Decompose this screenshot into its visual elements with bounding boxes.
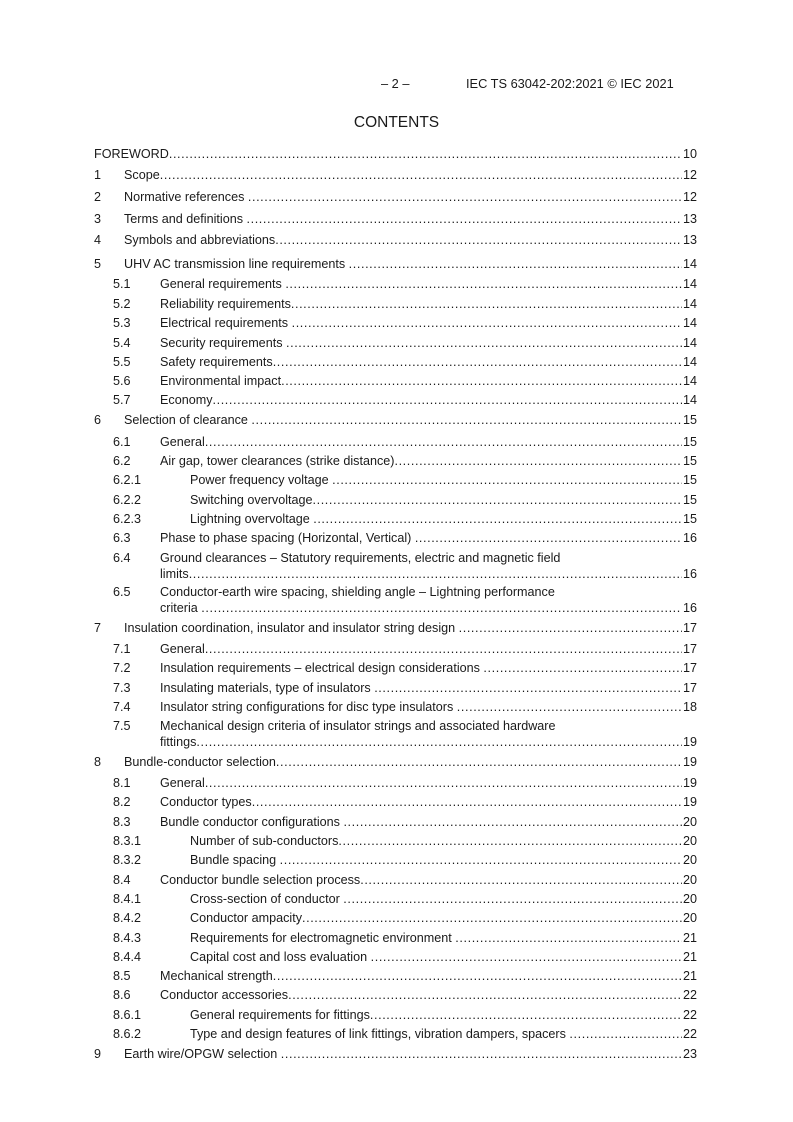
toc-entry-page: 13 (682, 233, 697, 247)
toc-entry[interactable] (94, 987, 697, 1003)
dot-leader (371, 949, 682, 965)
dot-leader (273, 354, 682, 370)
toc-entry-number: 1 (94, 168, 102, 182)
toc-entry-line (160, 354, 697, 370)
dot-leader (205, 434, 682, 450)
toc-entry-title: Phase to phase spacing (Horizontal, Vertical) (160, 531, 415, 545)
toc-entry-title: Type and design features of link fittings, vibration dampers, spacers (190, 1027, 570, 1041)
toc-entry[interactable] (94, 718, 697, 750)
toc-entry-page: 15 (682, 512, 697, 526)
toc-entry-page: 17 (682, 681, 697, 695)
toc-entry-number: 8.6.1 (113, 1008, 142, 1022)
toc-entry-line (124, 167, 697, 183)
toc-entry[interactable] (94, 949, 697, 965)
toc-entry[interactable] (94, 968, 697, 984)
dot-leader (248, 189, 682, 205)
toc-entry-line (160, 296, 697, 312)
toc-entry[interactable] (94, 620, 697, 636)
toc-entry-number: 6.1 (113, 435, 131, 449)
toc-entry-page: 21 (682, 931, 697, 945)
toc-entry-line (124, 754, 697, 770)
toc-entry-title: Insulation coordination, insulator and insulator string design (124, 621, 459, 635)
toc-entry[interactable] (94, 492, 697, 508)
toc-entry-page: 17 (682, 642, 697, 656)
dot-leader (292, 315, 682, 331)
toc-entry-title: General (160, 776, 205, 790)
dot-leader (189, 566, 682, 582)
dot-leader (313, 492, 682, 508)
toc-entry-number: 5.6 (113, 374, 131, 388)
toc-entry-line (190, 891, 697, 907)
toc-entry-number: 6.5 (113, 585, 131, 599)
toc-entry[interactable] (94, 775, 697, 791)
toc-entry[interactable] (94, 530, 697, 546)
toc-entry-number: 8 (94, 755, 102, 769)
dot-leader (252, 794, 682, 810)
toc-entry-line (160, 814, 697, 830)
toc-entry-page: 17 (682, 661, 697, 675)
toc-entry[interactable] (94, 335, 697, 351)
dot-leader (205, 641, 682, 657)
dot-leader (280, 852, 682, 868)
toc-entry[interactable] (94, 256, 697, 272)
dot-leader (455, 930, 682, 946)
toc-entry-page: 12 (682, 190, 697, 204)
toc-entry-title: Bundle conductor configurations (160, 815, 344, 829)
toc-entry-line (160, 453, 697, 469)
dot-leader (394, 453, 682, 469)
dot-leader (273, 968, 682, 984)
toc-entry-line (160, 641, 697, 657)
dot-leader (569, 1026, 682, 1042)
toc-entry-number: 9 (94, 1047, 102, 1061)
toc-entry-page: 22 (682, 1008, 697, 1022)
toc-entry[interactable] (94, 276, 697, 292)
dot-leader (281, 1046, 682, 1062)
toc-entry-number: 6.3 (113, 531, 131, 545)
toc-entry-title: General requirements for fittings (190, 1008, 370, 1022)
toc-entry-title: Air gap, tower clearances (strike distance) (160, 454, 395, 468)
toc-entry-title: Switching overvoltage (190, 493, 313, 507)
toc-entry-title: Ground clearances – Statutory requirements, electric and magnetic field (160, 551, 561, 565)
toc-entry[interactable] (94, 930, 697, 946)
toc-entry-page: 19 (682, 795, 697, 809)
toc-entry[interactable] (94, 1026, 697, 1042)
dot-leader (343, 891, 682, 907)
dot-leader (196, 734, 682, 750)
toc-entry-number: 8.3 (113, 815, 131, 829)
toc-entry-title: Power frequency voltage (190, 473, 333, 487)
toc-entry-number: 6.2.3 (113, 512, 142, 526)
dot-leader (201, 600, 682, 616)
toc-entry-line (160, 335, 697, 351)
toc-entry-number: 8.6.2 (113, 1027, 142, 1041)
toc-entry-title: Security requirements (160, 336, 286, 350)
standard-reference: IEC TS 63042-202:2021 © IEC 2021 (466, 76, 674, 91)
toc-entry-title: General requirements (160, 277, 286, 291)
toc-entry-title: Reliability requirements (160, 297, 291, 311)
dot-leader (415, 530, 682, 546)
toc-entry-line (124, 256, 697, 272)
toc-entry-title: General (160, 435, 205, 449)
toc-entry-line (160, 734, 697, 750)
toc-entry[interactable] (94, 167, 697, 183)
toc-entry-number: 6.2.2 (113, 493, 142, 507)
dot-leader (302, 910, 682, 926)
toc-entry-line (190, 930, 697, 946)
toc-entry-page: 20 (682, 815, 697, 829)
toc-entry-title: Mechanical design criteria of insulator strings and associated hardware (160, 719, 556, 733)
toc-entry[interactable] (94, 453, 697, 469)
toc-entry[interactable] (94, 315, 697, 331)
toc-entry-page: 23 (682, 1047, 697, 1061)
dot-leader (285, 276, 682, 292)
toc-entry-title: Cross-section of conductor (190, 892, 344, 906)
toc-entry-title: Scope (124, 168, 160, 182)
toc-entry-line (190, 833, 697, 849)
toc-entry-title: Terms and definitions (124, 212, 247, 226)
toc-entry[interactable] (94, 550, 697, 582)
toc-entry-title: Insulator string configurations for disc type insulators (160, 700, 457, 714)
toc-entry-number: 8.5 (113, 969, 131, 983)
toc-entry-number: 6.2.1 (113, 473, 142, 487)
toc-entry-title: Safety requirements (160, 355, 273, 369)
dot-leader (457, 699, 682, 715)
toc-entry-number: 6 (94, 413, 102, 427)
toc-entry-page: 22 (682, 988, 697, 1002)
toc-entry-number: 5.5 (113, 355, 131, 369)
toc-entry-title: Conductor types (160, 795, 252, 809)
dot-leader (374, 680, 682, 696)
toc-entry-page: 15 (682, 435, 697, 449)
toc-entry-line (94, 146, 697, 162)
dot-leader (291, 296, 682, 312)
toc-entry-title: Electrical requirements (160, 316, 292, 330)
toc-entry-title: Selection of clearance (124, 413, 252, 427)
dot-leader (251, 412, 682, 428)
toc-entry-page: 14 (682, 374, 697, 388)
toc-entry-line (160, 680, 697, 696)
toc-entry[interactable] (94, 472, 697, 488)
toc-entry[interactable] (94, 1007, 697, 1023)
toc-entry-page: 15 (682, 493, 697, 507)
toc-entry-line (190, 1026, 697, 1042)
toc-entry[interactable] (94, 660, 697, 676)
toc-entry-title: Bundle spacing (190, 853, 280, 867)
toc-entry[interactable] (94, 373, 697, 389)
toc-entry-page: 18 (682, 700, 697, 714)
page-number: – 2 – (381, 76, 410, 91)
toc-entry-title: Conductor ampacity (190, 911, 302, 925)
toc-entry-number: 8.6 (113, 988, 131, 1002)
toc-entry[interactable] (94, 910, 697, 926)
toc-entry-page: 20 (682, 892, 697, 906)
toc-entry-title: Requirements for electromagnetic environment (190, 931, 456, 945)
dot-leader (370, 1007, 682, 1023)
dot-leader (483, 660, 682, 676)
toc-entry-page: 17 (682, 621, 697, 635)
toc-entry-line (160, 315, 697, 331)
toc-entry-page: 19 (682, 735, 697, 749)
toc-entry-line (190, 949, 697, 965)
toc-entry-line (160, 775, 697, 791)
dot-leader (360, 872, 682, 888)
dot-leader (247, 211, 682, 227)
toc-entry-line (160, 530, 697, 546)
toc-entry-page: 14 (682, 297, 697, 311)
toc-entry-title: General (160, 642, 205, 656)
toc-entry-title: Insulating materials, type of insulators (160, 681, 375, 695)
toc-entry-line (190, 852, 697, 868)
toc-entry-number: 5.3 (113, 316, 131, 330)
toc-entry-page: 14 (682, 316, 697, 330)
toc-entry-number: 8.4.4 (113, 950, 142, 964)
toc-entry[interactable] (94, 814, 697, 830)
toc-entry-title: Conductor accessories (160, 988, 289, 1002)
dot-leader (286, 335, 682, 351)
toc-entry-title: Environmental impact (160, 374, 282, 388)
toc-entry-page: 16 (682, 531, 697, 545)
page-title: CONTENTS (353, 114, 440, 131)
toc-entry-number: 7.1 (113, 642, 131, 656)
toc-entry-line (160, 434, 697, 450)
toc-entry-line (160, 373, 697, 389)
toc-entry-page: 20 (682, 873, 697, 887)
toc-entry-page: 21 (682, 969, 697, 983)
toc-entry-title: Number of sub-conductors (190, 834, 339, 848)
toc-entry[interactable] (94, 1046, 697, 1062)
toc-entry-title: Capital cost and loss evaluation (190, 950, 371, 964)
toc-entry[interactable] (94, 434, 697, 450)
toc-entry-title: Earth wire/OPGW selection (124, 1047, 281, 1061)
toc-entry[interactable] (94, 794, 697, 810)
toc-entry-number: 7.5 (113, 719, 131, 733)
toc-entry-line (160, 699, 697, 715)
toc-entry-line (160, 600, 697, 616)
dot-leader (213, 392, 682, 408)
toc-entry-page: 10 (682, 147, 697, 161)
toc-entry-number: 2 (94, 190, 102, 204)
toc-entry-number: 5.7 (113, 393, 131, 407)
toc-entry-line (190, 472, 697, 488)
toc-entry[interactable] (94, 296, 697, 312)
toc-entry-title: Economy (160, 393, 213, 407)
toc-entry-number: 8.1 (113, 776, 131, 790)
toc-entry-number: 8.3.2 (113, 853, 142, 867)
toc-entry[interactable] (94, 680, 697, 696)
toc-entry-line (160, 968, 697, 984)
toc-entry[interactable] (94, 584, 697, 616)
toc-entry[interactable] (94, 641, 697, 657)
dot-leader (313, 511, 682, 527)
toc-entry-title-continued: criteria (160, 601, 202, 615)
toc-entry[interactable] (94, 146, 697, 162)
toc-entry-page: 19 (682, 776, 697, 790)
toc-entry-page: 15 (682, 473, 697, 487)
toc-entry[interactable] (94, 699, 697, 715)
toc-entry-line (160, 276, 697, 292)
toc-entry-title: FOREWORD (94, 147, 169, 161)
toc-entry-line (124, 620, 697, 636)
dot-leader (288, 987, 682, 1003)
toc-entry-number: 8.2 (113, 795, 131, 809)
toc-entry-number: 5 (94, 257, 102, 271)
toc-entry-page: 14 (682, 393, 697, 407)
toc-entry-title: Conductor bundle selection process (160, 873, 361, 887)
toc-entry-number: 5.2 (113, 297, 131, 311)
toc-entry-page: 22 (682, 1027, 697, 1041)
toc-entry-number: 7.3 (113, 681, 131, 695)
toc-entry-number: 6.2 (113, 454, 131, 468)
toc-entry-number: 8.4 (113, 873, 131, 887)
toc-entry-title: Mechanical strength (160, 969, 273, 983)
toc-entry-page: 14 (682, 257, 697, 271)
toc-entry-line (160, 794, 697, 810)
toc-entry[interactable] (94, 511, 697, 527)
toc-entry-line (190, 1007, 697, 1023)
toc-entry-line (124, 189, 697, 205)
toc-entry-page: 14 (682, 355, 697, 369)
toc-entry-page: 20 (682, 911, 697, 925)
dot-leader (343, 814, 682, 830)
toc-entry-line (190, 492, 697, 508)
dot-leader (275, 232, 682, 248)
toc-entry[interactable] (94, 232, 697, 248)
toc-entry[interactable] (94, 412, 697, 428)
dot-leader (169, 146, 682, 162)
toc-entry-page: 16 (682, 567, 697, 581)
toc-entry[interactable] (94, 872, 697, 888)
toc-entry[interactable] (94, 211, 697, 227)
toc-entry-number: 4 (94, 233, 102, 247)
toc-entry-line (124, 211, 697, 227)
toc-entry-title: Normative references (124, 190, 248, 204)
toc-entry-number: 3 (94, 212, 102, 226)
toc-entry[interactable] (94, 754, 697, 770)
toc-entry-line (160, 392, 697, 408)
toc-entry-number: 7.2 (113, 661, 131, 675)
dot-leader (332, 472, 682, 488)
toc-entry-number: 5.1 (113, 277, 131, 291)
toc-entry-page: 20 (682, 853, 697, 867)
toc-entry-line (160, 872, 697, 888)
toc-entry-title-continued: limits (160, 567, 189, 581)
toc-entry-page: 19 (682, 755, 697, 769)
toc-entry[interactable] (94, 354, 697, 370)
toc-entry-page: 14 (682, 336, 697, 350)
toc-entry-page: 15 (682, 454, 697, 468)
toc-entry-line (160, 566, 697, 582)
toc-entry-line (124, 232, 697, 248)
toc-entry-number: 7 (94, 621, 102, 635)
toc-entry-page: 15 (682, 413, 697, 427)
toc-entry-title: Insulation requirements – electrical design considerations (160, 661, 484, 675)
toc-entry-line (160, 987, 697, 1003)
toc-entry-page: 14 (682, 277, 697, 291)
dot-leader (459, 620, 682, 636)
toc-entry-title: Symbols and abbreviations (124, 233, 276, 247)
toc-entry-title-continued: fittings (160, 735, 197, 749)
toc-entry-page: 21 (682, 950, 697, 964)
toc-entry-page: 13 (682, 212, 697, 226)
toc-entry-page: 12 (682, 168, 697, 182)
toc-entry-line (190, 910, 697, 926)
dot-leader (338, 833, 682, 849)
toc-entry-title: Conductor-earth wire spacing, shielding angle – Lightning performance (160, 585, 555, 599)
toc-entry-line (190, 511, 697, 527)
toc-entry-page: 16 (682, 601, 697, 615)
toc-entry-line (124, 1046, 697, 1062)
dot-leader (160, 167, 682, 183)
toc-entry-number: 8.4.3 (113, 931, 142, 945)
toc-entry-page: 20 (682, 834, 697, 848)
toc-entry[interactable] (94, 833, 697, 849)
toc-entry-number: 5.4 (113, 336, 131, 350)
toc-entry-line (124, 412, 697, 428)
toc-entry-number: 7.4 (113, 700, 131, 714)
toc-entry-number: 6.4 (113, 551, 131, 565)
dot-leader (205, 775, 682, 791)
toc-entry-title: Lightning overvoltage (190, 512, 314, 526)
dot-leader (281, 373, 682, 389)
toc-entry-line (160, 660, 697, 676)
toc-entry[interactable] (94, 852, 697, 868)
dot-leader (276, 754, 682, 770)
toc-entry-title: Bundle-conductor selection (124, 755, 276, 769)
toc-entry-title: UHV AC transmission line requirements (124, 257, 349, 271)
toc-entry[interactable] (94, 891, 697, 907)
toc-entry-number: 8.4.1 (113, 892, 142, 906)
toc-entry[interactable] (94, 392, 697, 408)
dot-leader (349, 256, 682, 272)
toc-entry[interactable] (94, 189, 697, 205)
toc-entry-number: 8.4.2 (113, 911, 142, 925)
toc-entry-number: 8.3.1 (113, 834, 142, 848)
